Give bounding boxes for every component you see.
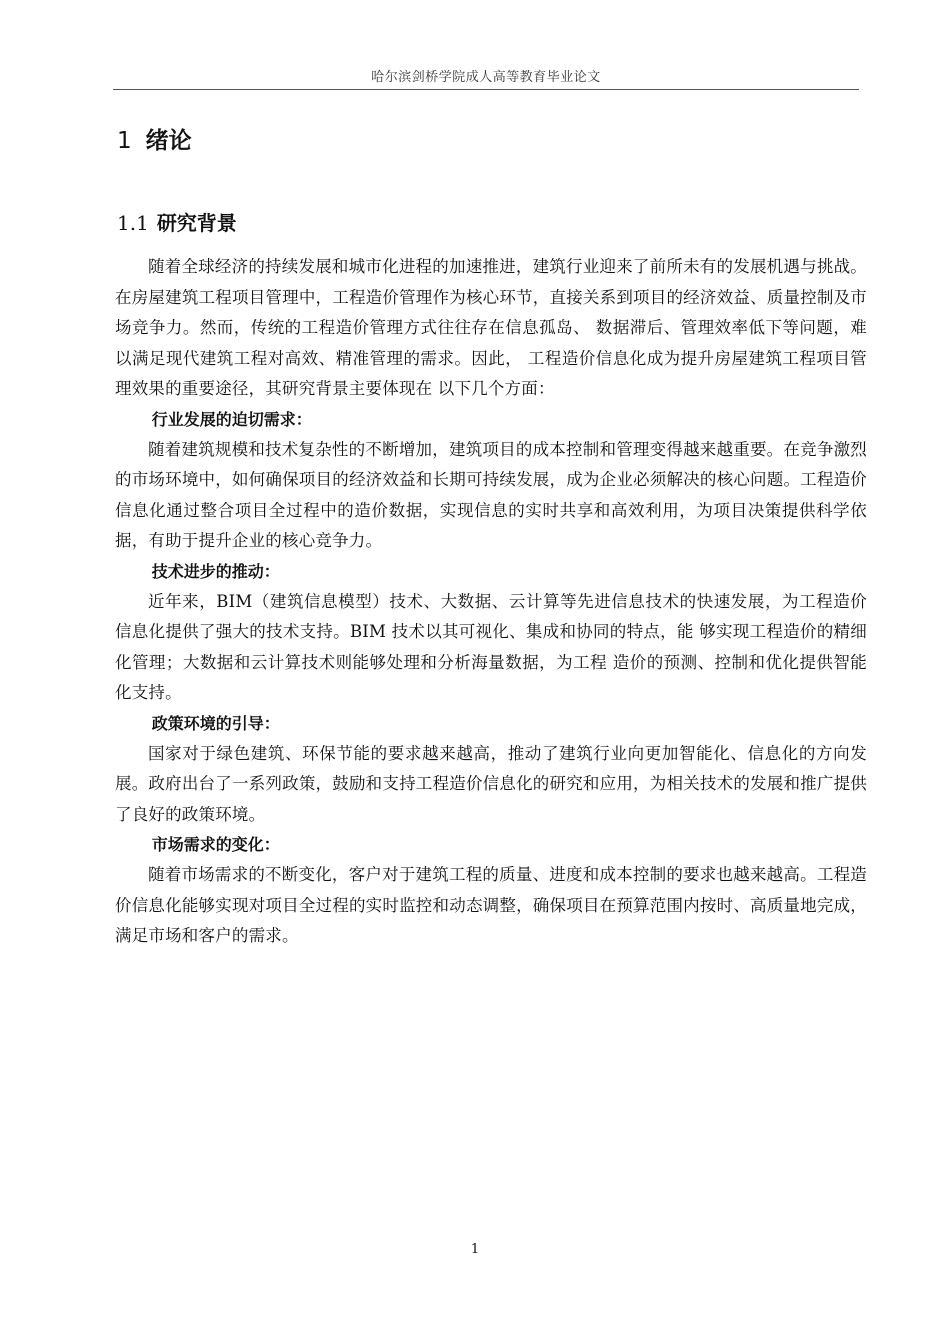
chapter-title: 绪论 — [145, 128, 192, 154]
paragraph-policy: 国家对于绿色建筑、环保节能的要求越来越高，推动了建筑行业向更加智能化、信息化的方向发展。政府出台了一系列政策，鼓励和支持工程造价信息化的研究和应用，为相关技术的发展和推广提供了良好的政策环境。 — [115, 743, 867, 824]
paragraph-market: 随着市场需求的不断变化，客户对于建筑工程的质量、进度和成本控制的要求也越来越高。工程造价信息化能够实现对项目全过程的实时监控和动态调整，确保项目在预算范围内按时、高质量地完成，满足市场和客户的需求。 — [115, 865, 867, 945]
page-header: 哈尔滨剑桥学院成人高等教育毕业论文 — [371, 70, 601, 85]
section-title: 研究背景 — [156, 211, 237, 235]
subheading-industry-demand: 行业发展的迫切需求： — [151, 409, 312, 429]
section-heading — [117, 207, 237, 236]
subheading-policy: 政策环境的引导： — [151, 713, 280, 733]
page-number: 1 — [470, 1242, 480, 1257]
paragraph-industry-demand: 随着建筑规模和技术复杂性的不断增加，建筑项目的成本控制和管理变得越来越重要。在竞争激烈的市场环境中，如何确保项目的经济效益和长期可持续发展，成为企业必须解决的核心问题。工程造价信息化通过整合项目全过程中的造价数据，实现信息的实时共享和高效利用，为项目决策提供科学依据，有助于提升企业的核心竞争力。 — [115, 439, 867, 550]
header-divider — [113, 89, 859, 90]
intro-paragraph: 随着全球经济的持续发展和城市化进程的加速推进，建筑行业迎来了前所未有的发展机遇与挑战。在房屋建筑工程项目管理中，工程造价管理作为核心环节，直接关系到项目的经济效益、质量控制及市场竞争力。然而，传统的工程造价管理方式往往存在信息孤岛、 数据滞后、管理效率低下等问题，难以满足现代建筑工程对高效、精准管理的需求。因此， 工程造价信息化成为提升房屋建筑工程项目管理效果的重要途径，其研究背景主要体现在 以下几个方面： — [115, 257, 867, 398]
paragraph-tech-progress: 近年来，BIM（建筑信息模型）技术、大数据、云计算等先进信息技术的快速发展，为工程造价信息化提供了强大的技术支持。BIM 技术以其可视化、集成和协同的特点，能 够实现工程造价的精细化管理；大数据和云计算技术则能够处理和分析海量数据，为工程 造价的预测、控制和优化提供智能化支持。 — [115, 591, 867, 702]
subheading-market: 市场需求的变化： — [151, 835, 280, 854]
section-number: 1.1 — [117, 211, 149, 235]
chapter-heading — [117, 122, 192, 155]
subheading-tech-progress: 技术进步的推动： — [151, 561, 280, 581]
body-text — [115, 252, 867, 952]
chapter-number: 1 — [117, 128, 132, 154]
